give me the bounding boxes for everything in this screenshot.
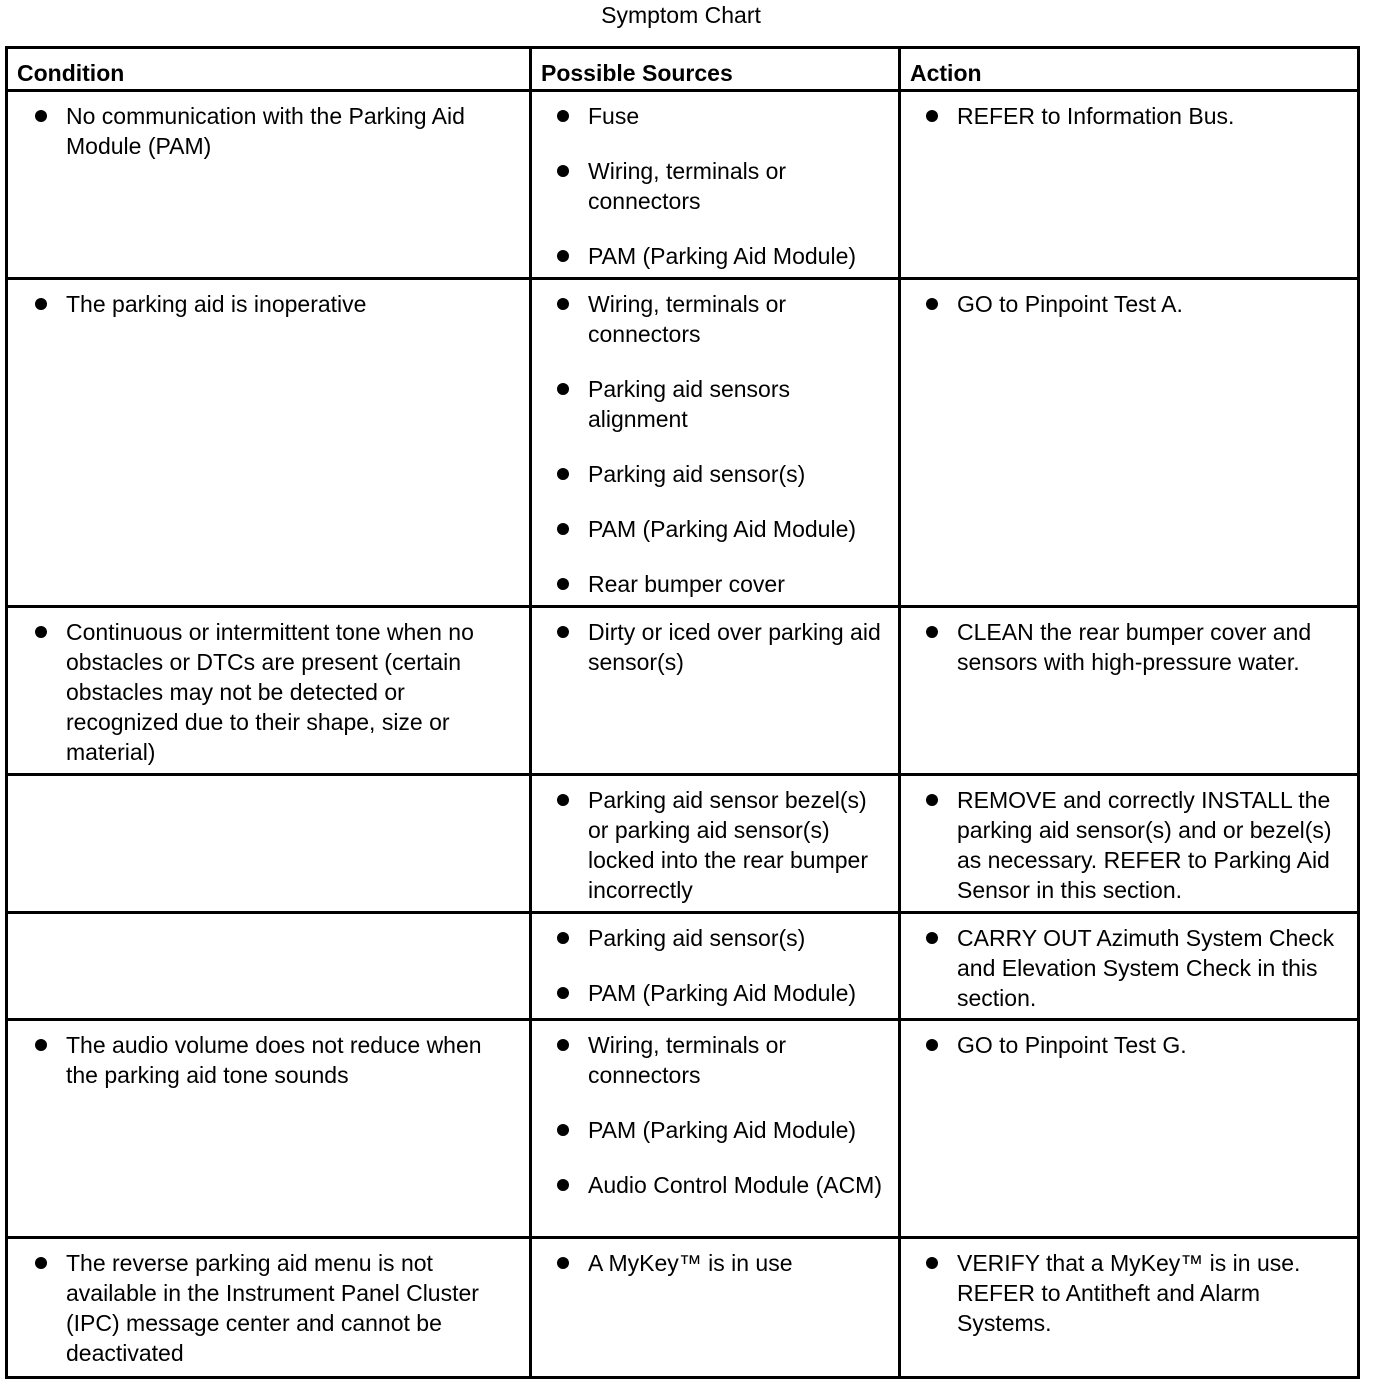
- condition-cell: [7, 607, 531, 775]
- bullet-list: [901, 1248, 1343, 1338]
- action-cell: [900, 279, 1359, 607]
- bullet-icon: [557, 1039, 569, 1051]
- table-row: [7, 91, 1359, 279]
- bullet-icon: [557, 1124, 569, 1136]
- list-item-text: The audio volume does not reduce when the parking aid tone sounds: [66, 1032, 482, 1088]
- list-item-text: No communication with the Parking Aid Module (PAM): [66, 103, 465, 159]
- list-item: [532, 289, 884, 349]
- list-item: [532, 923, 884, 953]
- list-item: [532, 617, 884, 677]
- list-item: [532, 569, 884, 599]
- list-item: [8, 617, 515, 767]
- list-item: [532, 1115, 884, 1145]
- table-row: [7, 1020, 1359, 1238]
- bullet-icon: [35, 110, 47, 122]
- table-row: [7, 1238, 1359, 1378]
- condition-cell: [7, 775, 531, 913]
- bullet-list: [532, 617, 884, 677]
- list-item: [8, 1030, 515, 1090]
- bullet-icon: [557, 383, 569, 395]
- bullet-icon: [926, 1039, 938, 1051]
- bullet-list: [532, 289, 884, 599]
- list-item-text: Parking aid sensor(s): [588, 461, 806, 487]
- list-item: [901, 289, 1343, 319]
- possible-sources-cell: [531, 279, 900, 607]
- bullet-icon: [35, 298, 47, 310]
- list-item: [901, 923, 1343, 1013]
- list-item: [532, 1248, 884, 1278]
- bullet-icon: [926, 932, 938, 944]
- list-item-text: The parking aid is inoperative: [66, 291, 367, 317]
- list-item-text: PAM (Parking Aid Module): [588, 243, 857, 269]
- action-cell: [900, 1020, 1359, 1238]
- list-item-text: VERIFY that a MyKey™ is in use. REFER to Antitheft and Alarm Systems.: [957, 1250, 1301, 1336]
- action-cell: [900, 91, 1359, 279]
- list-item: [532, 785, 884, 905]
- bullet-list: [901, 923, 1343, 1013]
- list-item-text: Parking aid sensors alignment: [588, 376, 790, 432]
- list-item: [532, 978, 884, 1008]
- list-item-text: Fuse: [588, 103, 640, 129]
- table-row: [7, 775, 1359, 913]
- header-action: Action: [900, 48, 1359, 91]
- list-item: [901, 617, 1343, 677]
- list-item-text: Wiring, terminals or connectors: [588, 158, 787, 214]
- condition-cell: [7, 913, 531, 1020]
- list-item: [901, 1030, 1343, 1060]
- bullet-icon: [557, 468, 569, 480]
- list-item-text: Parking aid sensor(s): [588, 925, 806, 951]
- bullet-list: [8, 289, 515, 319]
- bullet-list: [532, 101, 884, 271]
- bullet-icon: [557, 987, 569, 999]
- bullet-icon: [557, 578, 569, 590]
- bullet-icon: [557, 523, 569, 535]
- chart-title: Symptom Chart: [601, 2, 761, 28]
- bullet-list: [901, 289, 1343, 319]
- list-item: [901, 785, 1343, 905]
- table-row: [7, 279, 1359, 607]
- list-item: [8, 1248, 515, 1368]
- list-item-text: GO to Pinpoint Test G.: [957, 1032, 1187, 1058]
- bullet-list: [8, 1248, 515, 1368]
- table-row: [7, 607, 1359, 775]
- bullet-icon: [557, 794, 569, 806]
- list-item: [532, 374, 884, 434]
- list-item-text: PAM (Parking Aid Module): [588, 516, 857, 542]
- condition-cell: [7, 279, 531, 607]
- list-item-text: Wiring, terminals or connectors: [588, 1032, 787, 1088]
- list-item-text: Wiring, terminals or connectors: [588, 291, 787, 347]
- bullet-icon: [557, 250, 569, 262]
- list-item-text: Rear bumper cover: [588, 571, 785, 597]
- list-item: [532, 156, 884, 216]
- list-item: [901, 101, 1343, 131]
- action-cell: [900, 775, 1359, 913]
- bullet-icon: [35, 626, 47, 638]
- list-item: [532, 1170, 884, 1200]
- bullet-list: [8, 1030, 515, 1090]
- bullet-icon: [926, 1257, 938, 1269]
- bullet-list: [901, 785, 1343, 905]
- condition-cell: [7, 91, 531, 279]
- list-item: [8, 101, 515, 161]
- list-item-text: Continuous or intermittent tone when no obstacles or DTCs are present (certain obstacles may not be detected or recognized due to their shape, size or material): [66, 619, 474, 765]
- list-item: [532, 459, 884, 489]
- list-item-text: Dirty or iced over parking aid sensor(s): [588, 619, 881, 675]
- bullet-icon: [557, 932, 569, 944]
- bullet-icon: [557, 298, 569, 310]
- bullet-icon: [557, 1179, 569, 1191]
- header-possible-sources: Possible Sources: [531, 48, 900, 91]
- condition-cell: [7, 1020, 531, 1238]
- bullet-icon: [557, 165, 569, 177]
- bullet-icon: [35, 1257, 47, 1269]
- possible-sources-cell: [531, 775, 900, 913]
- possible-sources-cell: [531, 1020, 900, 1238]
- header-row: [7, 48, 1359, 91]
- header-condition: Condition: [7, 48, 531, 91]
- list-item-text: GO to Pinpoint Test A.: [957, 291, 1183, 317]
- possible-sources-cell: [531, 913, 900, 1020]
- list-item: [532, 514, 884, 544]
- bullet-icon: [926, 794, 938, 806]
- list-item-text: CLEAN the rear bumper cover and sensors with high-pressure water.: [957, 619, 1312, 675]
- bullet-icon: [926, 110, 938, 122]
- symptom-table: [5, 46, 1360, 1379]
- list-item-text: PAM (Parking Aid Module): [588, 1117, 857, 1143]
- bullet-icon: [557, 626, 569, 638]
- list-item-text: PAM (Parking Aid Module): [588, 980, 857, 1006]
- list-item: [532, 241, 884, 271]
- bullet-icon: [35, 1039, 47, 1051]
- condition-cell: [7, 1238, 531, 1378]
- list-item-text: Parking aid sensor bezel(s) or parking aid sensor(s) locked into the rear bumper incorrectly: [588, 787, 868, 903]
- bullet-icon: [926, 298, 938, 310]
- table-row: [7, 913, 1359, 1020]
- list-item-text: Audio Control Module (ACM): [588, 1172, 883, 1198]
- list-item-text: The reverse parking aid menu is not available in the Instrument Panel Cluster (IPC) message center and cannot be deactivated: [66, 1250, 479, 1366]
- bullet-list: [532, 1030, 884, 1200]
- bullet-list: [901, 617, 1343, 677]
- possible-sources-cell: [531, 91, 900, 279]
- bullet-icon: [557, 1257, 569, 1269]
- list-item-text: REMOVE and correctly INSTALL the parking aid sensor(s) and or bezel(s) as necessary. REFER to Parking Aid Sensor in this section.: [957, 787, 1332, 903]
- bullet-list: [532, 923, 884, 1008]
- possible-sources-cell: [531, 607, 900, 775]
- bullet-icon: [557, 110, 569, 122]
- action-cell: [900, 607, 1359, 775]
- list-item: [532, 1030, 884, 1090]
- list-item-text: CARRY OUT Azimuth System Check and Elevation System Check in this section.: [957, 925, 1335, 1011]
- list-item: [8, 289, 515, 319]
- possible-sources-cell: [531, 1238, 900, 1378]
- bullet-list: [8, 101, 515, 161]
- bullet-icon: [926, 626, 938, 638]
- bullet-list: [532, 1248, 884, 1278]
- bullet-list: [901, 101, 1343, 131]
- bullet-list: [901, 1030, 1343, 1060]
- action-cell: [900, 1238, 1359, 1378]
- bullet-list: [532, 785, 884, 905]
- list-item-text: A MyKey™ is in use: [588, 1250, 793, 1276]
- list-item: [901, 1248, 1343, 1338]
- action-cell: [900, 913, 1359, 1020]
- bullet-list: [8, 617, 515, 767]
- list-item: [532, 101, 884, 131]
- list-item-text: REFER to Information Bus.: [957, 103, 1235, 129]
